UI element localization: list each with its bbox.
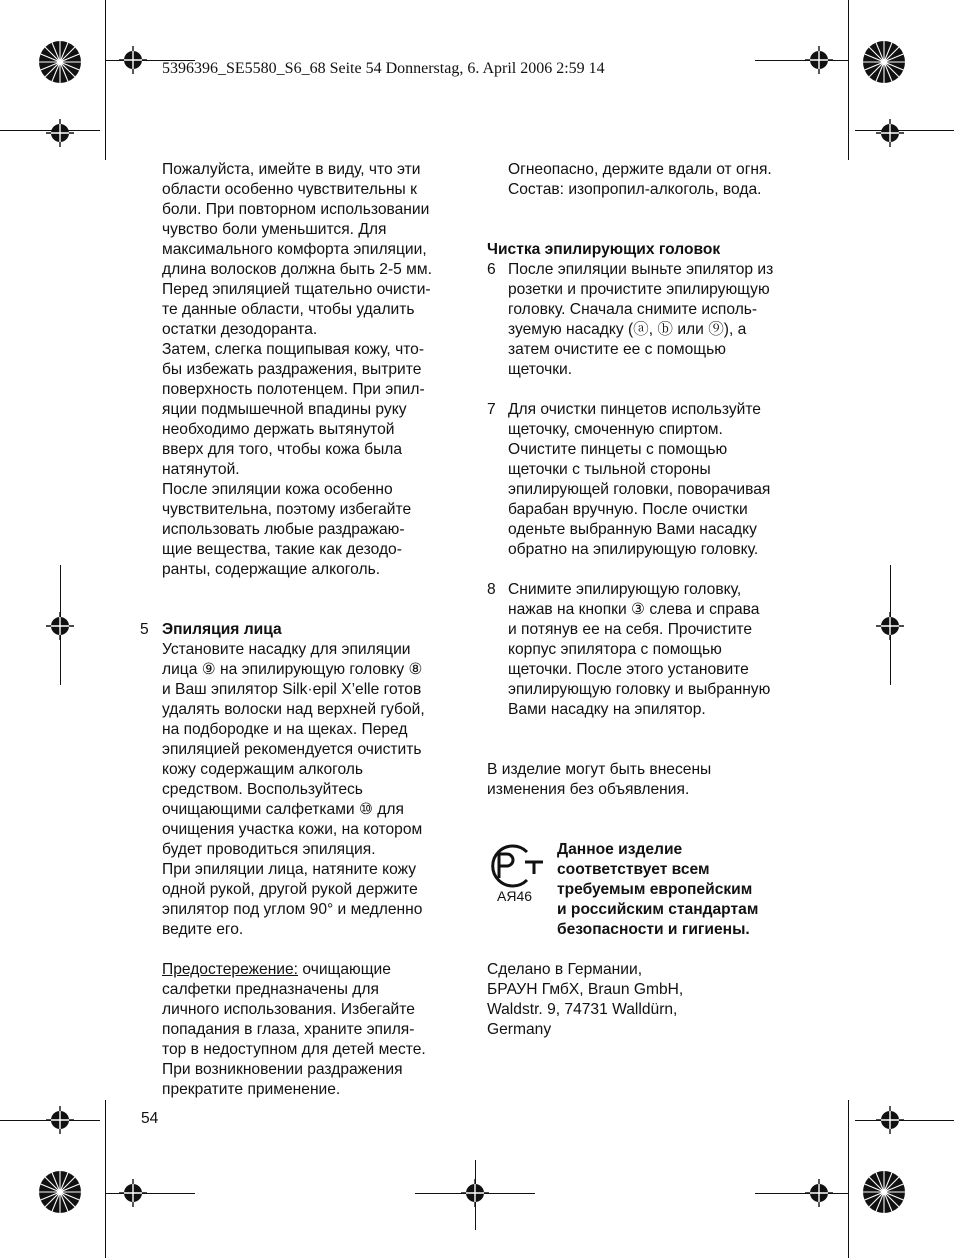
star-target-icon (38, 1170, 82, 1214)
print-slug: 5396396_SE5580_S6_68 Seite 54 Donnerstag, 6. April 2006 2:59 14 (162, 60, 605, 77)
registration-mark-icon (461, 1179, 489, 1207)
caution-label: Предостережение: (162, 961, 299, 978)
page-number: 54 (141, 1110, 159, 1127)
registration-mark-icon (119, 1179, 147, 1207)
caution-body: очищающие салфетки предназначены для личного использования. Избегайте попадания в глаза, храните эпиля- тор в недоступном для детей месте. При возникновении раздражения прекратите применение. (162, 961, 426, 1098)
right-column (487, 160, 817, 1040)
changes-note: В изделие могут быть внесены изменения без объявления. (487, 761, 712, 798)
certification-code: АЯ46 (497, 888, 533, 904)
crop-line (848, 0, 849, 160)
registration-mark-icon (805, 1179, 833, 1207)
registration-mark-icon (46, 612, 74, 640)
registration-mark-icon (876, 1106, 904, 1134)
star-target-icon (862, 1170, 906, 1214)
registration-mark-icon (876, 119, 904, 147)
left-column (140, 160, 472, 1100)
step-number: 7 (487, 401, 496, 418)
manufacturer-address: Сделано в Германии, БРАУН ГмбХ, Braun GmbH, Waldstr. 9, 74731 Walldürn, Germany (487, 961, 684, 1038)
section-title: Эпиляция лица (162, 621, 282, 638)
crop-line (848, 1100, 849, 1258)
section-face-epilation (140, 620, 472, 940)
registration-mark-icon (46, 119, 74, 147)
intro-paragraph: Пожалуйста, имейте в виду, что эти области особенно чувствительны к боли. При повторном использовании чувство боли уменьшится. Для максимального комфорта эпиляции, длина волосков должна быть 2-5 мм. Перед эпиляцией тщательно очисти- те данные области, чтобы удалить остатки дезодоранта. Затем, слегка пощипывая кожу, что- бы избежать раздражения, вытрите поверхность полотенцем. При эпил- яции подмышечной впадины руку необходимо держать вытянутой вверх для того, чтобы кожа была натянутой. После эпиляции кожа особенно чувствительна, поэтому избегайте использовать любые раздражаю- щие вещества, такие как дезодо- ранты, содержащие алкоголь. (162, 161, 432, 578)
certification-block (487, 840, 817, 940)
crop-line (105, 0, 106, 160)
step-item (487, 260, 817, 380)
certification-text: Данное изделие соответствует всем требуемым европейским и российским стандартам безопасности и гигиены. (557, 841, 759, 938)
step-item (487, 400, 817, 560)
star-target-icon (862, 40, 906, 84)
cleaning-heading: Чистка эпилирующих головок (487, 241, 721, 258)
step-text: Снимите эпилирующую головку, нажав на кнопки ③ слева и справа и потянув ее на себя. Прочистите корпус эпилятора с помощью щеточки. После этого установите эпилирующую головку и выбранную Вами насадку на эпилятор. (508, 581, 771, 718)
section-number: 5 (140, 621, 149, 638)
crop-line (755, 1193, 848, 1194)
registration-mark-icon (876, 612, 904, 640)
star-target-icon (38, 40, 82, 84)
step-number: 8 (487, 581, 496, 598)
crop-line (105, 1100, 106, 1258)
step-number: 6 (487, 261, 496, 278)
step-text: После эпиляции выньте эпилятор из розетки и прочистите эпилирующую головку. Сначала снимите исполь- зуемую насадку (ⓐ, ⓑ или ⑨), а затем очистите ее с помощью щеточки. (508, 261, 774, 378)
crop-line (855, 130, 954, 131)
crop-line (755, 60, 848, 61)
crop-line (855, 1120, 954, 1121)
fire-warning: Огнеопасно, держите вдали от огня. Состав: изопропил-алкоголь, вода. (508, 161, 772, 198)
registration-mark-icon (119, 46, 147, 74)
registration-mark-icon (46, 1106, 74, 1134)
registration-mark-icon (805, 46, 833, 74)
step-text: Для очистки пинцетов используйте щеточку, смоченную спиртом. Очистите пинцеты с помощью щеточки с тыльной стороны эпилирующей головки, поворачивая барабан вручную. После очистки оденьте выбранную Вами насадку обратно на эпилирующую головку. (508, 401, 771, 558)
section-body: Установите насадку для эпиляции лица ⑨ на эпилирующую головку ⑧ и Ваш эпилятор Silk·epil X’elle готов удалять волоски над верхней губой, на подбородке и на щеках. Перед эпиляцией рекомендуется очистить кожу содержащим алкоголь средством. Воспользуйтесь очищающими салфетками ⑩ для очищения участка кожи, на котором будет проводиться эпиляция. При эпиляции лица, натяните кожу одной рукой, другой рукой держите эпилятор под углом 90° и медленно ведите его. (162, 641, 425, 938)
caution-paragraph (162, 960, 472, 1100)
step-item (487, 580, 817, 720)
